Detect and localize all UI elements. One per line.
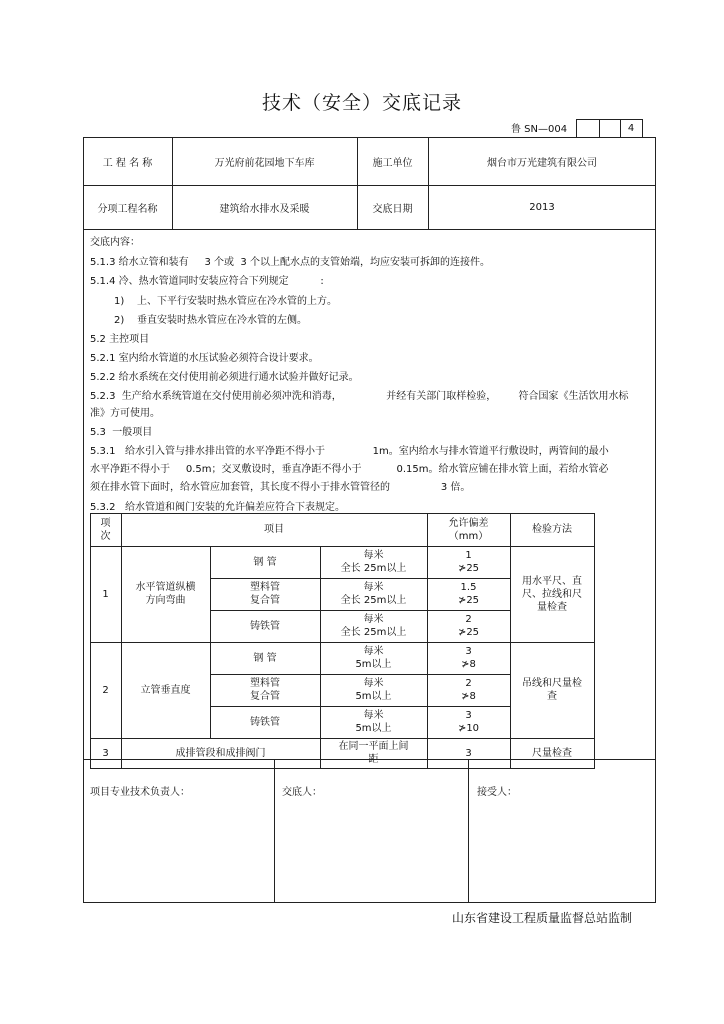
content-line: 须在排水管下面时，给水管应加套管，其长度不得小于排水管管径的 3 倍。: [90, 482, 471, 493]
form-code: 鲁 SN—004: [511, 124, 568, 135]
page-number: 4: [620, 119, 643, 137]
content-line: 准》方可使用。: [90, 408, 160, 419]
content-line: 5.1.4 冷、热水管道同时安装应符合下列规定 :: [90, 276, 324, 287]
tolerance-value: 3: [465, 747, 472, 759]
content-line: 5.3.1 给水引入管与排水排出管的水平净距不得小于 1m。室内给水与排水管道平行敷设时，两管间的最小: [90, 446, 609, 457]
date-value: 2013: [529, 201, 555, 213]
content-line: 5.2.1 室内给水管道的水压试验必须符合设计要求。: [90, 353, 319, 364]
signature-divider: [83, 759, 656, 760]
document-title: 技术（安全）交底记录: [261, 92, 462, 114]
content-line: 5.3.2 给水管道和阀门安装的允许偏差应符合下表规定。: [90, 502, 345, 513]
item-no: 2: [102, 684, 109, 696]
item-no: 1: [102, 588, 109, 600]
col-divider: [274, 759, 275, 903]
receiver-label: 接受人：: [477, 787, 517, 798]
code-box-1: [576, 119, 600, 137]
header-method: 检验方法: [532, 524, 572, 535]
tolerance-value: 3 ≯8: [461, 646, 476, 670]
date-label: 交底日期: [372, 203, 413, 215]
pipe-material: 钢 管: [253, 652, 277, 664]
presenter-label: 交底人：: [282, 787, 322, 798]
measurement-scope: 每米 5m以上: [355, 678, 392, 702]
item-name: 立管垂直度: [140, 684, 191, 696]
tolerance-value: 2 ≯8: [461, 678, 476, 702]
header-item: 项目: [264, 524, 284, 535]
tolerance-value: 1.5 ≯25: [457, 582, 480, 606]
measurement-scope: 每米 全长 25m以上: [340, 582, 407, 606]
header-item-no: 项 次: [100, 517, 111, 542]
content-line: 5.1.3 给水立管和装有 3 个或 3 个以上配水点的支管始端，均应安装可拆卸的连接件。: [90, 257, 490, 268]
subitem-label: 分项工程名称: [97, 203, 158, 215]
item-name: 成排管段和成排阀门: [175, 747, 266, 759]
contractor-label: 施工单位: [372, 157, 413, 169]
pipe-material: 塑料管 复合管: [250, 678, 280, 702]
contractor-name: 烟台市万光建筑有限公司: [487, 157, 597, 169]
code-box-2: [598, 119, 621, 137]
content-heading: 交底内容：: [90, 237, 140, 248]
measurement-scope: 每米 5m以上: [355, 710, 392, 734]
project-label: 工 程 名 称: [102, 157, 153, 169]
pipe-material: 铸铁管: [250, 716, 280, 728]
footer-issuer: 山东省建设工程质量监督总站监制: [452, 911, 633, 925]
table-border: [594, 513, 595, 769]
content-line: 5.3 一般项目: [90, 427, 153, 438]
project-name: 万光府前花园地下车库: [214, 157, 315, 169]
content-line: 5.2.2 给水系统在交付使用前必须进行通水试验并做好记录。: [90, 372, 359, 383]
pipe-material: 铸铁管: [250, 620, 280, 632]
measurement-scope: 每米 全长 25m以上: [340, 614, 407, 638]
subitem-name: 建筑给水排水及采暖: [219, 203, 310, 215]
tolerance-value: 3 ≯10: [457, 710, 480, 734]
inspection-method: 吊线和尺量检 查: [522, 678, 582, 702]
tolerance-value: 1 ≯25: [457, 550, 480, 574]
header-tolerance: 允许偏差 （mm）: [448, 517, 489, 542]
measurement-scope: 每米 全长 25m以上: [340, 550, 407, 574]
content-line: 2) 垂直安装时热水管应在冷水管的左侧。: [114, 315, 307, 326]
tech-lead-label: 项目专业技术负责人：: [90, 787, 190, 798]
row-divider: [83, 229, 656, 230]
content-line: 水平净距不得小于 0.5m；交叉敷设时，垂直净距不得小于 0.15m。给水管应铺在排水管上面，若给水管必: [90, 464, 609, 475]
measurement-scope: 每米 5m以上: [355, 646, 392, 670]
item-no: 3: [102, 747, 109, 759]
content-line: 1) 上、下平行安装时热水管应在冷水管的上方。: [114, 296, 337, 307]
content-line: 5.2 主控项目: [90, 334, 150, 345]
pipe-material: 塑料管 复合管: [250, 582, 280, 606]
table-border: [90, 768, 595, 769]
item-name: 水平管道纵横 方向弯曲: [135, 582, 196, 606]
content-line: 5.2.3 生产给水系统管道在交付使用前必须冲洗和消毒， 并经有关部门取样检验， 符合国家《生活饮用水标: [90, 391, 629, 402]
pipe-material: 钢 管: [253, 556, 277, 568]
tolerance-value: 2 ≯25: [457, 614, 480, 638]
col-divider: [468, 759, 469, 903]
inspection-method: 用水平尺、直 尺、拉线和尺 量检查: [522, 575, 582, 613]
inspection-method: 尺量检查: [532, 747, 572, 759]
measurement-scope: 在同一平面上间: [338, 741, 409, 752]
